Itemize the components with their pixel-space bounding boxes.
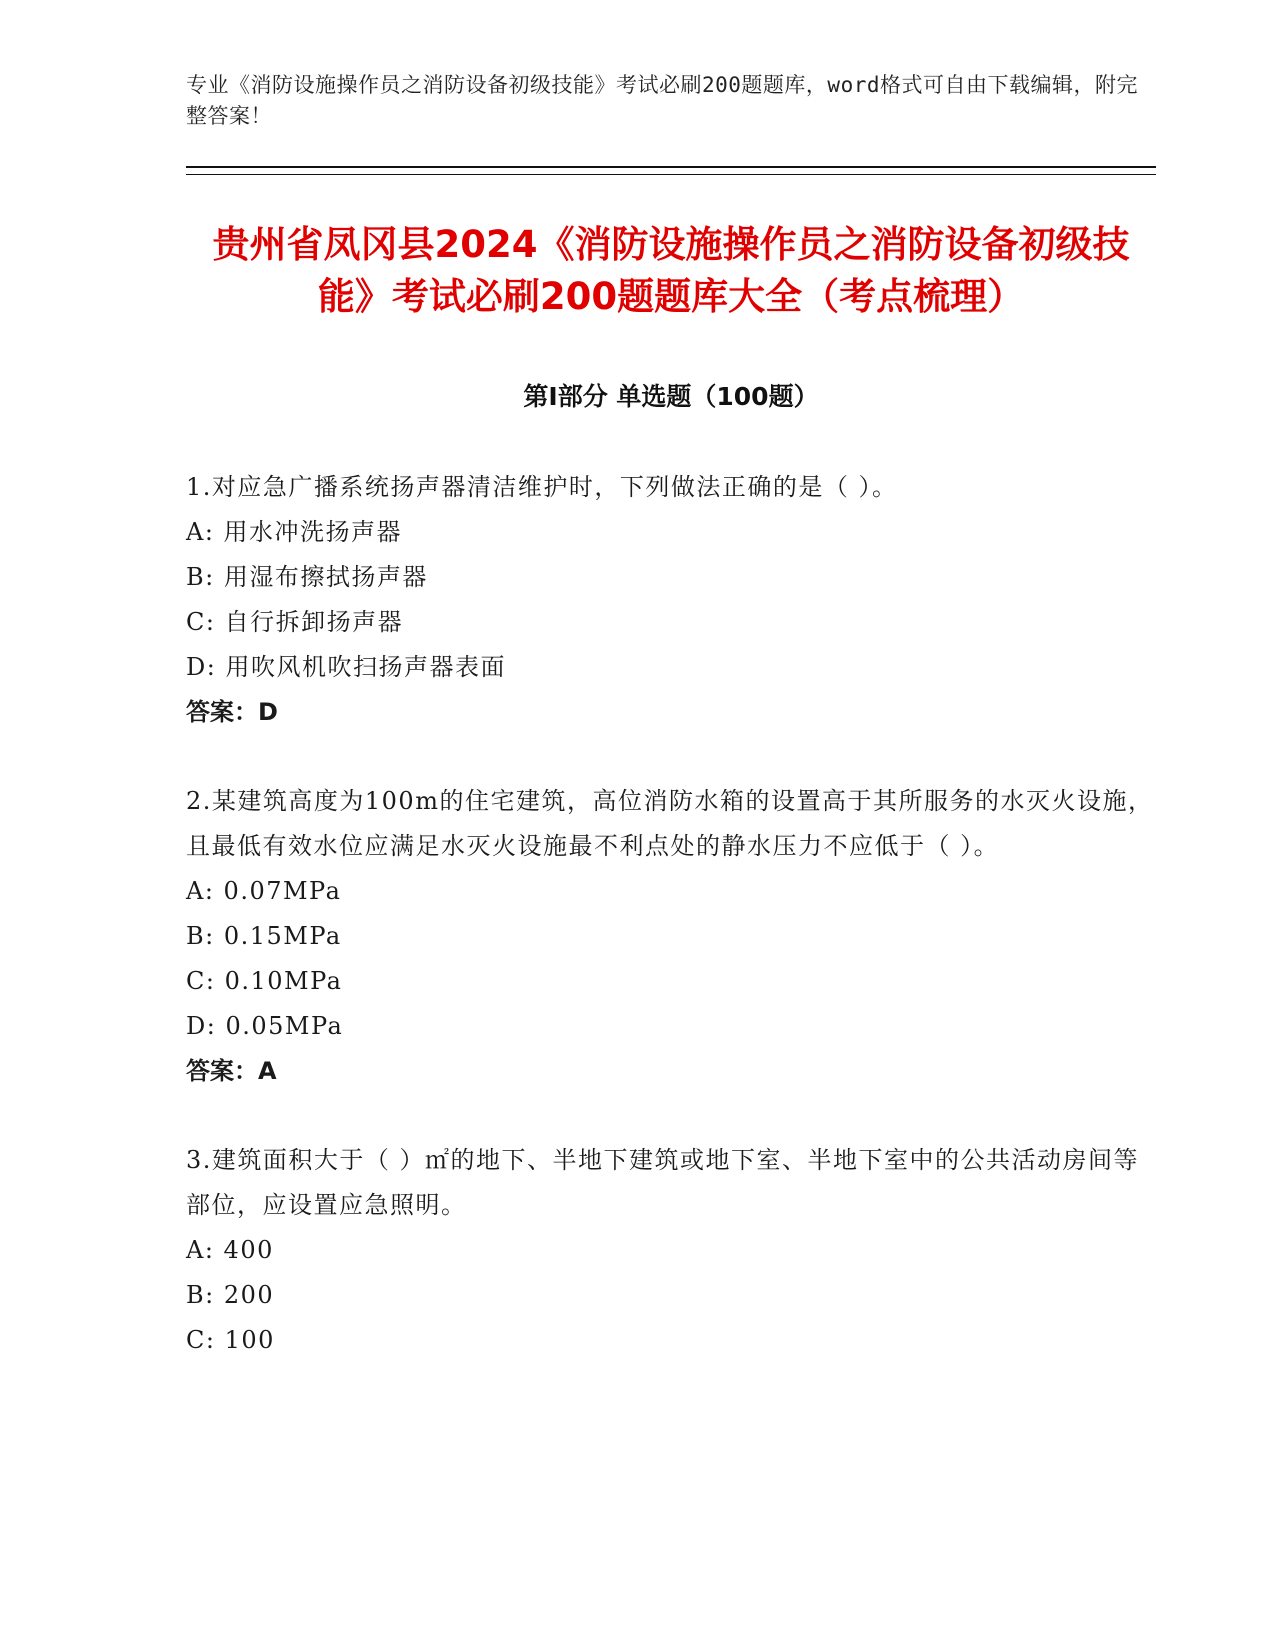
question-option: B: 200 (186, 1281, 275, 1309)
question-option: A: 0.07MPa (186, 877, 342, 905)
document-title: 贵州省凤冈县2024《消防设施操作员之消防设备初级技能》考试必刷200题题库大全（考点梳理） (212, 223, 1130, 318)
header-note: 专业《消防设施操作员之消防设备初级技能》考试必刷200题题库，word格式可自由下载编辑，附完整答案！ (186, 73, 1138, 128)
question-option: A: 400 (186, 1236, 274, 1264)
document-page (186, 70, 1156, 1407)
question-list (186, 465, 1156, 1363)
question-stem: 3.建筑面积大于（ ）㎡的地下、半地下建筑或地下室、半地下室中的公共活动房间等部位，应设置应急照明。 (186, 1146, 1140, 1219)
question-stem: 2.某建筑高度为100m的住宅建筑，高位消防水箱的设置高于其所服务的水灭火设施，且最低有效水位应满足水灭火设施最不利点处的静水压力不应低于（ ）。 (186, 787, 1154, 860)
question-option: A: 用水冲洗扬声器 (186, 518, 403, 546)
question-option: B: 0.15MPa (186, 922, 342, 950)
question-answer: 答案：A (186, 1057, 277, 1085)
question-option: C: 0.10MPa (186, 967, 343, 995)
question-item (186, 1138, 1156, 1363)
question-option: C: 自行拆卸扬声器 (186, 608, 404, 636)
question-answer: 答案：D (186, 698, 278, 726)
question-stem: 1.对应急广播系统扬声器清洁维护时，下列做法正确的是（ ）。 (186, 473, 898, 501)
question-option: B: 用湿布擦拭扬声器 (186, 563, 428, 591)
header-divider (186, 166, 1156, 175)
question-item (186, 465, 1156, 735)
question-option: D: 用吹风机吹扫扬声器表面 (186, 653, 506, 681)
section-title: 第I部分 单选题（100题） (523, 382, 819, 411)
question-option: D: 0.05MPa (186, 1012, 344, 1040)
question-item (186, 779, 1156, 1094)
question-option: C: 100 (186, 1326, 275, 1354)
